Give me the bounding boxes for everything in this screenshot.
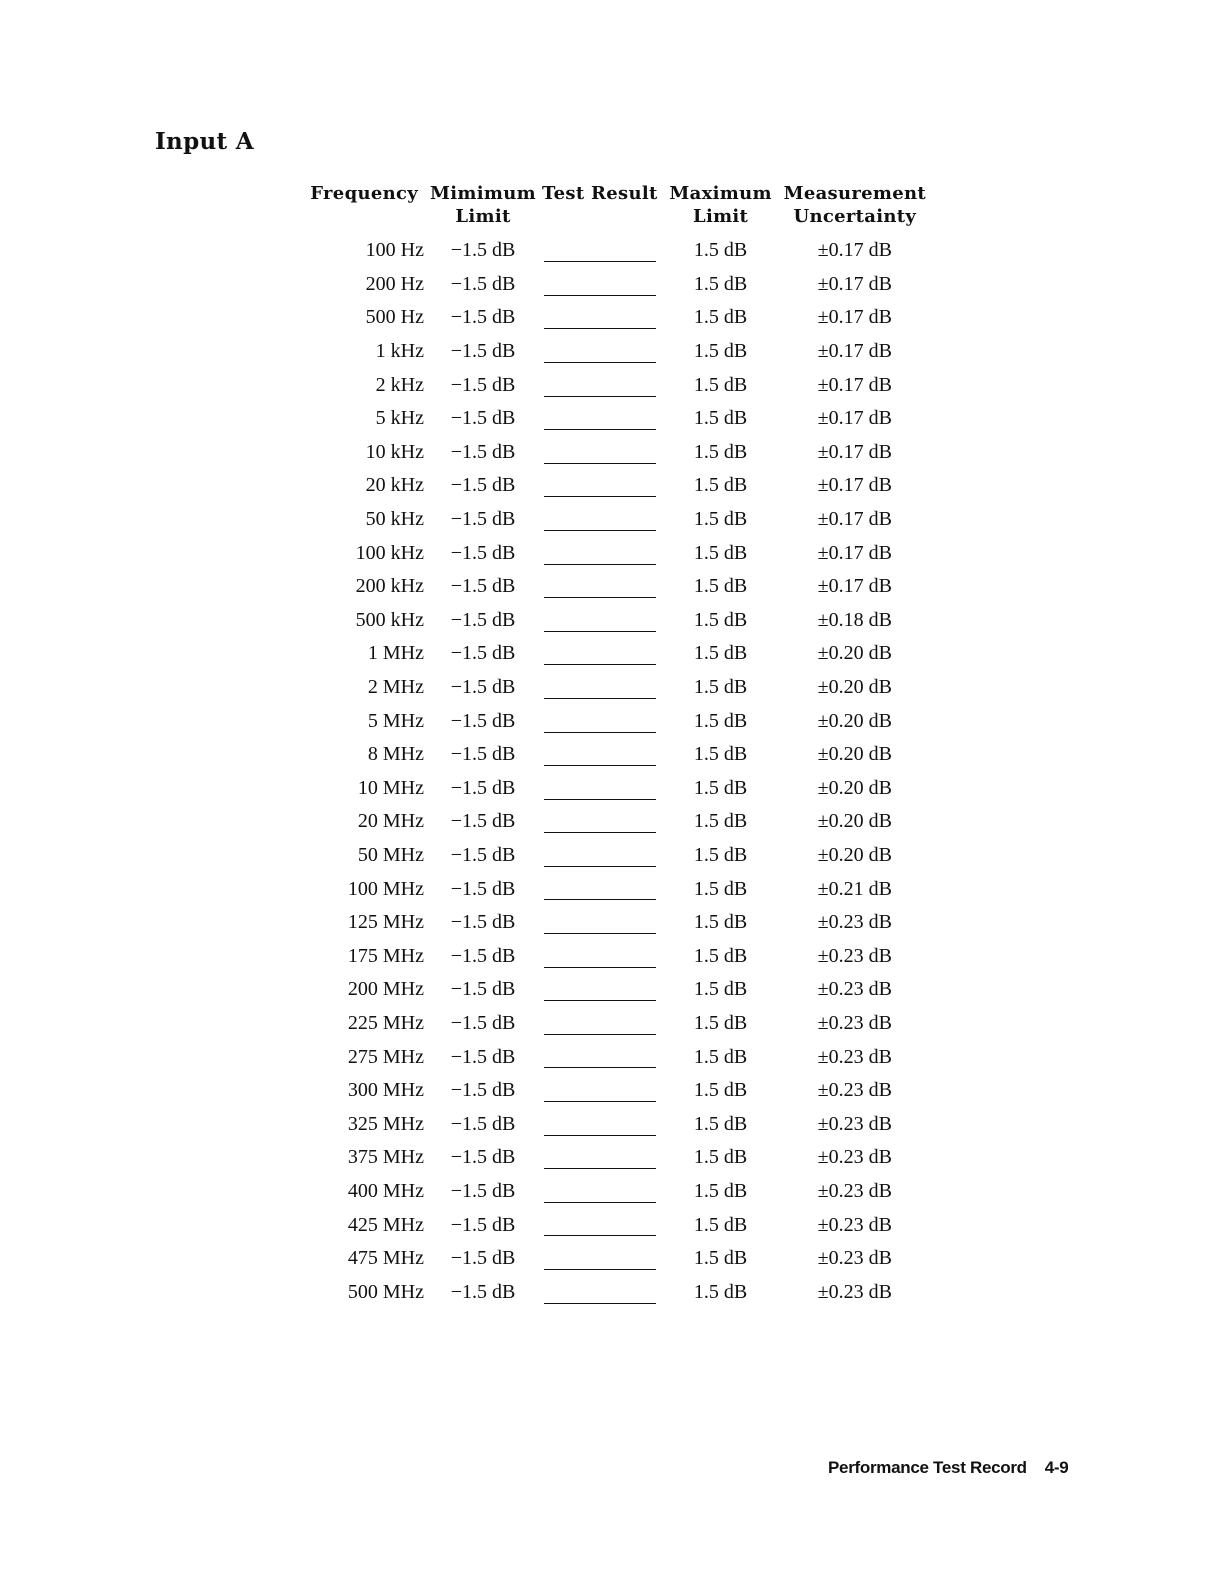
maximum-limit-cell: 1.5 dB — [693, 810, 748, 833]
uncertainty-cell: ±0.20 dB — [817, 709, 892, 732]
minimum-limit-cell: −1.5 dB — [450, 1112, 516, 1135]
maximum-limit-cell: 1.5 dB — [693, 978, 748, 1001]
minimum-limit-cell: −1.5 dB — [450, 340, 516, 363]
minimum-limit-cell: −1.5 dB — [450, 911, 516, 934]
minimum-limit-cell: −1.5 dB — [450, 843, 516, 866]
maximum-limit-cell: 1.5 dB — [693, 676, 748, 699]
test-result-blank[interactable] — [542, 671, 658, 705]
uncertainty-cell: ±0.17 dB — [817, 239, 892, 262]
table-row — [300, 335, 926, 369]
maximum-limit-cell: 1.5 dB — [693, 272, 748, 295]
uncertainty-cell: ±0.17 dB — [817, 440, 892, 463]
test-result-entry-line[interactable] — [544, 951, 656, 968]
frequency-cell: 50 kHz — [365, 508, 424, 531]
uncertainty-cell: ±0.20 dB — [817, 810, 892, 833]
uncertainty-cell: ±0.17 dB — [817, 407, 892, 430]
table-row — [300, 1208, 926, 1242]
test-result-blank[interactable] — [542, 402, 658, 436]
table-row — [300, 234, 926, 268]
frequency-cell: 8 MHz — [367, 743, 424, 766]
test-result-entry-line[interactable] — [544, 480, 656, 497]
test-result-entry-line[interactable] — [544, 312, 656, 329]
frequency-cell: 475 MHz — [347, 1247, 424, 1270]
table-row — [300, 604, 926, 638]
uncertainty-cell: ±0.17 dB — [817, 575, 892, 598]
maximum-limit-cell: 1.5 dB — [693, 1112, 748, 1135]
uncertainty-cell: ±0.17 dB — [817, 272, 892, 295]
maximum-limit-cell: 1.5 dB — [693, 1213, 748, 1236]
test-result-blank[interactable] — [542, 1040, 658, 1074]
test-result-blank[interactable] — [542, 469, 658, 503]
test-result-blank[interactable] — [542, 772, 658, 806]
minimum-limit-cell: −1.5 dB — [450, 1079, 516, 1102]
uncertainty-cell: ±0.17 dB — [817, 340, 892, 363]
page-footer — [828, 1458, 1068, 1478]
performance-table — [300, 182, 926, 1309]
test-result-entry-line[interactable] — [544, 514, 656, 531]
frequency-cell: 200 Hz — [365, 272, 424, 295]
minimum-limit-cell: −1.5 dB — [450, 608, 516, 631]
maximum-limit-cell: 1.5 dB — [693, 1011, 748, 1034]
maximum-limit-cell: 1.5 dB — [693, 1045, 748, 1068]
minimum-limit-cell: −1.5 dB — [450, 474, 516, 497]
test-result-blank[interactable] — [542, 637, 658, 671]
uncertainty-cell: ±0.23 dB — [817, 944, 892, 967]
minimum-limit-cell: −1.5 dB — [450, 743, 516, 766]
maximum-limit-cell: 1.5 dB — [693, 1146, 748, 1169]
maximum-limit-cell: 1.5 dB — [693, 440, 748, 463]
test-result-blank[interactable] — [542, 738, 658, 772]
table-row — [300, 1074, 926, 1108]
uncertainty-cell: ±0.23 dB — [817, 1179, 892, 1202]
table-row — [300, 536, 926, 570]
test-result-entry-line[interactable] — [544, 1085, 656, 1102]
frequency-cell: 1 kHz — [375, 340, 424, 363]
frequency-cell: 5 kHz — [375, 407, 424, 430]
table-row — [300, 268, 926, 302]
test-result-entry-line[interactable] — [544, 917, 656, 934]
frequency-cell: 100 MHz — [347, 877, 424, 900]
test-result-blank[interactable] — [542, 1141, 658, 1175]
maximum-limit-cell: 1.5 dB — [693, 340, 748, 363]
uncertainty-cell: ±0.17 dB — [817, 306, 892, 329]
test-result-blank[interactable] — [542, 872, 658, 906]
frequency-cell: 325 MHz — [347, 1112, 424, 1135]
frequency-cell: 500 MHz — [347, 1280, 424, 1303]
minimum-limit-cell: −1.5 dB — [450, 373, 516, 396]
maximum-limit-cell: 1.5 dB — [693, 911, 748, 934]
table-row — [300, 368, 926, 402]
maximum-limit-cell: 1.5 dB — [693, 709, 748, 732]
minimum-limit-cell: −1.5 dB — [450, 541, 516, 564]
test-result-blank[interactable] — [542, 1074, 658, 1108]
frequency-cell: 100 kHz — [355, 541, 424, 564]
uncertainty-cell: ±0.23 dB — [817, 978, 892, 1001]
test-result-entry-line[interactable] — [544, 816, 656, 833]
test-result-entry-line[interactable] — [544, 346, 656, 363]
frequency-cell: 175 MHz — [347, 944, 424, 967]
test-result-blank[interactable] — [542, 368, 658, 402]
minimum-limit-cell: −1.5 dB — [450, 239, 516, 262]
table-row — [300, 805, 926, 839]
test-result-blank[interactable] — [542, 268, 658, 302]
frequency-cell: 20 kHz — [365, 474, 424, 497]
frequency-cell: 425 MHz — [347, 1213, 424, 1236]
maximum-limit-cell: 1.5 dB — [693, 373, 748, 396]
table-row — [300, 570, 926, 604]
minimum-limit-cell: −1.5 dB — [450, 776, 516, 799]
frequency-cell: 125 MHz — [347, 911, 424, 934]
test-result-entry-line[interactable] — [544, 682, 656, 699]
test-result-entry-line[interactable] — [544, 279, 656, 296]
frequency-cell: 200 kHz — [355, 575, 424, 598]
test-result-entry-line[interactable] — [544, 1152, 656, 1169]
frequency-cell: 275 MHz — [347, 1045, 424, 1068]
test-result-blank[interactable] — [542, 503, 658, 537]
frequency-cell: 1 MHz — [367, 642, 424, 665]
table-header-row — [300, 182, 926, 234]
test-result-blank[interactable] — [542, 1175, 658, 1209]
uncertainty-cell: ±0.23 dB — [817, 1247, 892, 1270]
header-measurement-uncertainty: Measurement Uncertainty — [783, 183, 926, 227]
maximum-limit-cell: 1.5 dB — [693, 608, 748, 631]
test-result-entry-line[interactable] — [544, 749, 656, 766]
uncertainty-cell: ±0.21 dB — [817, 877, 892, 900]
maximum-limit-cell: 1.5 dB — [693, 1280, 748, 1303]
maximum-limit-cell: 1.5 dB — [693, 1179, 748, 1202]
test-result-blank[interactable] — [542, 536, 658, 570]
table-row — [300, 469, 926, 503]
test-result-blank[interactable] — [542, 436, 658, 470]
minimum-limit-cell: −1.5 dB — [450, 1045, 516, 1068]
uncertainty-cell: ±0.20 dB — [817, 676, 892, 699]
frequency-cell: 10 kHz — [365, 440, 424, 463]
maximum-limit-cell: 1.5 dB — [693, 407, 748, 430]
test-result-blank[interactable] — [542, 939, 658, 973]
uncertainty-cell: ±0.23 dB — [817, 911, 892, 934]
test-result-blank[interactable] — [542, 604, 658, 638]
maximum-limit-cell: 1.5 dB — [693, 541, 748, 564]
header-frequency: Frequency — [310, 183, 418, 204]
uncertainty-cell: ±0.23 dB — [817, 1280, 892, 1303]
table-row — [300, 1007, 926, 1041]
frequency-cell: 400 MHz — [347, 1179, 424, 1202]
minimum-limit-cell: −1.5 dB — [450, 1011, 516, 1034]
test-result-entry-line[interactable] — [544, 1051, 656, 1068]
test-result-blank[interactable] — [542, 1007, 658, 1041]
uncertainty-cell: ±0.17 dB — [817, 541, 892, 564]
uncertainty-cell: ±0.23 dB — [817, 1213, 892, 1236]
frequency-cell: 100 Hz — [365, 239, 424, 262]
minimum-limit-cell: −1.5 dB — [450, 642, 516, 665]
frequency-cell: 5 MHz — [367, 709, 424, 732]
minimum-limit-cell: −1.5 dB — [450, 1280, 516, 1303]
table-row — [300, 1040, 926, 1074]
table-row — [300, 1242, 926, 1276]
table-row — [300, 637, 926, 671]
test-result-blank[interactable] — [542, 805, 658, 839]
table-row — [300, 301, 926, 335]
test-result-blank[interactable] — [542, 973, 658, 1007]
maximum-limit-cell: 1.5 dB — [693, 239, 748, 262]
footer-title: Performance Test Record — [828, 1458, 1027, 1477]
minimum-limit-cell: −1.5 dB — [450, 810, 516, 833]
minimum-limit-cell: −1.5 dB — [450, 1179, 516, 1202]
maximum-limit-cell: 1.5 dB — [693, 776, 748, 799]
minimum-limit-cell: −1.5 dB — [450, 1247, 516, 1270]
frequency-cell: 200 MHz — [347, 978, 424, 1001]
test-result-blank[interactable] — [542, 234, 658, 268]
test-result-entry-line[interactable] — [544, 548, 656, 565]
uncertainty-cell: ±0.23 dB — [817, 1146, 892, 1169]
header-minimum-limit: Mimimum Limit — [430, 183, 536, 227]
test-result-entry-line[interactable] — [544, 716, 656, 733]
table-row — [300, 1275, 926, 1309]
header-maximum-limit: Maximum Limit — [669, 183, 772, 227]
uncertainty-cell: ±0.23 dB — [817, 1045, 892, 1068]
table-row — [300, 503, 926, 537]
test-result-blank[interactable] — [542, 1275, 658, 1309]
test-result-blank[interactable] — [542, 839, 658, 873]
frequency-cell: 20 MHz — [357, 810, 424, 833]
table-row — [300, 973, 926, 1007]
test-result-blank[interactable] — [542, 1242, 658, 1276]
uncertainty-cell: ±0.20 dB — [817, 743, 892, 766]
frequency-cell: 50 MHz — [357, 843, 424, 866]
maximum-limit-cell: 1.5 dB — [693, 877, 748, 900]
page-number: 4-9 — [1044, 1458, 1069, 1477]
maximum-limit-cell: 1.5 dB — [693, 306, 748, 329]
table-row — [300, 738, 926, 772]
test-result-blank[interactable] — [542, 704, 658, 738]
test-result-entry-line[interactable] — [544, 883, 656, 900]
test-result-blank[interactable] — [542, 570, 658, 604]
table-row — [300, 906, 926, 940]
frequency-cell: 300 MHz — [347, 1079, 424, 1102]
frequency-cell: 500 kHz — [355, 608, 424, 631]
frequency-cell: 375 MHz — [347, 1146, 424, 1169]
table-row — [300, 704, 926, 738]
test-result-entry-line[interactable] — [544, 1186, 656, 1203]
table-body — [300, 234, 926, 1309]
uncertainty-cell: ±0.17 dB — [817, 373, 892, 396]
maximum-limit-cell: 1.5 dB — [693, 508, 748, 531]
test-result-entry-line[interactable] — [544, 245, 656, 262]
test-result-entry-line[interactable] — [544, 984, 656, 1001]
test-result-entry-line[interactable] — [544, 1253, 656, 1270]
uncertainty-cell: ±0.20 dB — [817, 642, 892, 665]
frequency-cell: 500 Hz — [365, 306, 424, 329]
test-result-entry-line[interactable] — [544, 850, 656, 867]
table-row — [300, 772, 926, 806]
test-result-blank[interactable] — [542, 906, 658, 940]
minimum-limit-cell: −1.5 dB — [450, 575, 516, 598]
maximum-limit-cell: 1.5 dB — [693, 843, 748, 866]
minimum-limit-cell: −1.5 dB — [450, 272, 516, 295]
test-result-entry-line[interactable] — [544, 581, 656, 598]
uncertainty-cell: ±0.23 dB — [817, 1112, 892, 1135]
minimum-limit-cell: −1.5 dB — [450, 508, 516, 531]
maximum-limit-cell: 1.5 dB — [693, 1079, 748, 1102]
uncertainty-cell: ±0.23 dB — [817, 1011, 892, 1034]
minimum-limit-cell: −1.5 dB — [450, 306, 516, 329]
maximum-limit-cell: 1.5 dB — [693, 575, 748, 598]
uncertainty-cell: ±0.20 dB — [817, 776, 892, 799]
table-row — [300, 671, 926, 705]
table-row — [300, 1175, 926, 1209]
test-result-blank[interactable] — [542, 335, 658, 369]
minimum-limit-cell: −1.5 dB — [450, 676, 516, 699]
maximum-limit-cell: 1.5 dB — [693, 743, 748, 766]
table-row — [300, 1141, 926, 1175]
minimum-limit-cell: −1.5 dB — [450, 709, 516, 732]
minimum-limit-cell: −1.5 dB — [450, 978, 516, 1001]
uncertainty-cell: ±0.23 dB — [817, 1079, 892, 1102]
test-result-blank[interactable] — [542, 1107, 658, 1141]
minimum-limit-cell: −1.5 dB — [450, 440, 516, 463]
frequency-cell: 10 MHz — [357, 776, 424, 799]
table-row — [300, 939, 926, 973]
test-result-blank[interactable] — [542, 1208, 658, 1242]
frequency-cell: 2 MHz — [367, 676, 424, 699]
maximum-limit-cell: 1.5 dB — [693, 642, 748, 665]
test-result-entry-line[interactable] — [544, 413, 656, 430]
table-row — [300, 436, 926, 470]
section-title: Input A — [155, 128, 254, 155]
maximum-limit-cell: 1.5 dB — [693, 474, 748, 497]
test-result-blank[interactable] — [542, 301, 658, 335]
header-test-result: Test Result — [542, 183, 658, 204]
test-result-entry-line[interactable] — [544, 1119, 656, 1136]
minimum-limit-cell: −1.5 dB — [450, 944, 516, 967]
table-row — [300, 402, 926, 436]
maximum-limit-cell: 1.5 dB — [693, 944, 748, 967]
uncertainty-cell: ±0.17 dB — [817, 508, 892, 531]
test-result-entry-line[interactable] — [544, 380, 656, 397]
uncertainty-cell: ±0.18 dB — [817, 608, 892, 631]
test-result-entry-line[interactable] — [544, 447, 656, 464]
test-result-entry-line[interactable] — [544, 1287, 656, 1304]
minimum-limit-cell: −1.5 dB — [450, 1146, 516, 1169]
test-result-entry-line[interactable] — [544, 615, 656, 632]
test-result-entry-line[interactable] — [544, 1018, 656, 1035]
table-row — [300, 1107, 926, 1141]
minimum-limit-cell: −1.5 dB — [450, 407, 516, 430]
table-row — [300, 839, 926, 873]
frequency-cell: 2 kHz — [375, 373, 424, 396]
minimum-limit-cell: −1.5 dB — [450, 877, 516, 900]
maximum-limit-cell: 1.5 dB — [693, 1247, 748, 1270]
test-result-entry-line[interactable] — [544, 783, 656, 800]
uncertainty-cell: ±0.17 dB — [817, 474, 892, 497]
test-result-entry-line[interactable] — [544, 648, 656, 665]
test-result-entry-line[interactable] — [544, 1219, 656, 1236]
frequency-cell: 225 MHz — [347, 1011, 424, 1034]
uncertainty-cell: ±0.20 dB — [817, 843, 892, 866]
table-row — [300, 872, 926, 906]
minimum-limit-cell: −1.5 dB — [450, 1213, 516, 1236]
